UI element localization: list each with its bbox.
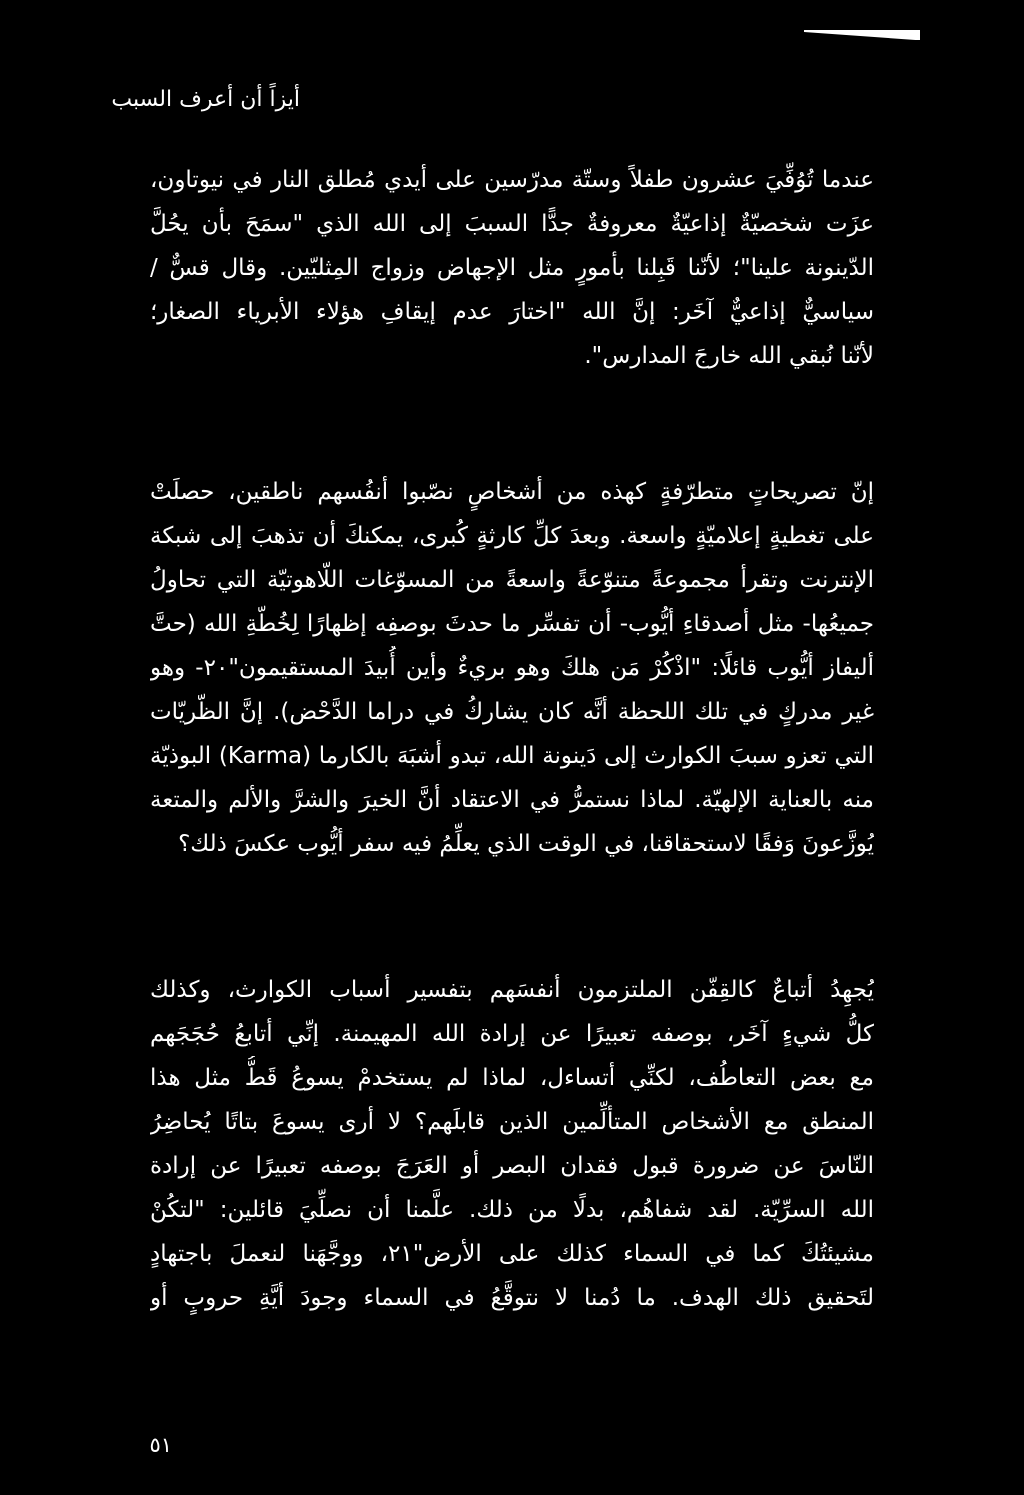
text-line: عندما تُوُفِّيَ عشرون طفلاً وستّة مدرّسين على أيدي مُطلق النار في نيوتاون،	[150, 167, 874, 193]
text-line: يُجهِدُ أتباعٌ كالقِفّن الملتزمون أنفسَهم بتفسير أسباب الكوارث، وكذلك	[150, 977, 874, 1003]
text-line: يُوزَّعونَ وَفقًا لاستحقاقنا، في الوقت الذي يعلِّمُ فيه سفر أيُّوب عكسَ ذلك؟	[178, 831, 874, 857]
text-line: الدّينونة علينا"؛ لأنّنا قَبِلنا بأمورٍ مثل الإجهاض وزواج المِثليّين. وقال قسٌّ /	[150, 255, 874, 281]
text-line: عزَت شخصيّةٌ إذاعيّةٌ معروفةٌ جدًّا السببَ إلى الله الذي "سمَحَ بأن يحُلَّ	[150, 211, 874, 237]
text-line: مع بعض التعاطُف، لكنِّي أتساءل، لماذا لم يستخدمْ يسوعُ قَطُّ مثل هذا	[150, 1065, 874, 1091]
corner-scan-mark	[804, 30, 920, 40]
text-line: لتَحقيق ذلك الهدف. ما دُمنا لا نتوقَّعُ في السماء وجودَ أيَّةِ حروبٍ أو	[150, 1285, 874, 1311]
running-header: أيزاً أن أعرف السبب	[111, 87, 300, 112]
text-line: الإنترنت وتقرأ مجموعةً متنوّعةً واسعةً من المسوّغات اللّاهوتيّة التي تحاولُ	[150, 567, 874, 593]
paragraph-2	[150, 470, 874, 866]
text-line: الله السرِّيّة. لقد شفاهُم، بدلًا من ذلك. علَّمنا أن نصلِّيَ قائلين: "لتكُنْ	[150, 1197, 874, 1223]
text-line: التي تعزو سببَ الكوارث إلى دَينونة الله، تبدو أشبَهَ بالكارما (Karma) البوذيّة	[150, 743, 874, 769]
text-line: النّاسَ عن ضرورة قبول فقدان البصر أو العَرَجَ بوصفه تعبيرًا عن إرادة	[150, 1153, 874, 1179]
text-line: إنّ تصريحاتٍ متطرّفةٍ كهذه من أشخاصٍ نصّبوا أنفُسهم ناطقين، حصلَتْ	[150, 479, 874, 505]
text-line: المنطق مع الأشخاص المتألِّمين الذين قابلَهم؟ لا أرى يسوعَ بتاتًا يُحاضِرُ	[150, 1109, 874, 1135]
text-line: جميعُها- مثل أصدقاءِ أيُّوب- أن تفسِّر ما حدثَ بوصفِه إظهارًا لِخُطّةِ الله (حتَّ	[150, 611, 874, 637]
text-line: لأنّنا نُبقي الله خارجَ المدارس".	[584, 343, 874, 369]
text-line: غير مدركٍ في تلك اللحظة أنَّه كان يشاركُ في دراما الدَّحْض). إنَّ الظّريّات	[150, 699, 874, 725]
text-line: كلُّ شيءٍ آخَر، بوصفه تعبيرًا عن إرادة الله المهيمنة. إنِّي أتابعُ حُجَجَهم	[150, 1021, 874, 1047]
text-line: على تغطيةٍ إعلاميّةٍ واسعة. وبعدَ كلِّ كارثةٍ كُبرى، يمكنكَ أن تذهبَ إلى شبكة	[150, 523, 874, 549]
text-line: منه بالعناية الإلهيّة. لماذا نستمرُّ في الاعتقاد أنَّ الخيرَ والشرَّ والألم والمتعة	[150, 787, 874, 813]
text-line: أليفاز أيُّوب قائلًا: "اذْكُرْ مَن هلكَ وهو بريءٌ وأين أُبيدَ المستقيمون"٢٠- وهو	[150, 655, 874, 681]
paragraph-3	[150, 968, 874, 1320]
paragraph-1	[150, 158, 874, 378]
page-number: ٥١	[149, 1433, 172, 1457]
text-line: مشيئتُكَ كما في السماء كذلك على الأرض"٢١، ووجَّهَنا لنعملَ باجتهادٍ	[150, 1241, 874, 1267]
text-line: سياسيٌّ إذاعيٌّ آخَر: إنَّ الله "اختارَ عدم إيقافِ هؤلاء الأبرياء الصغار؛	[150, 299, 874, 325]
